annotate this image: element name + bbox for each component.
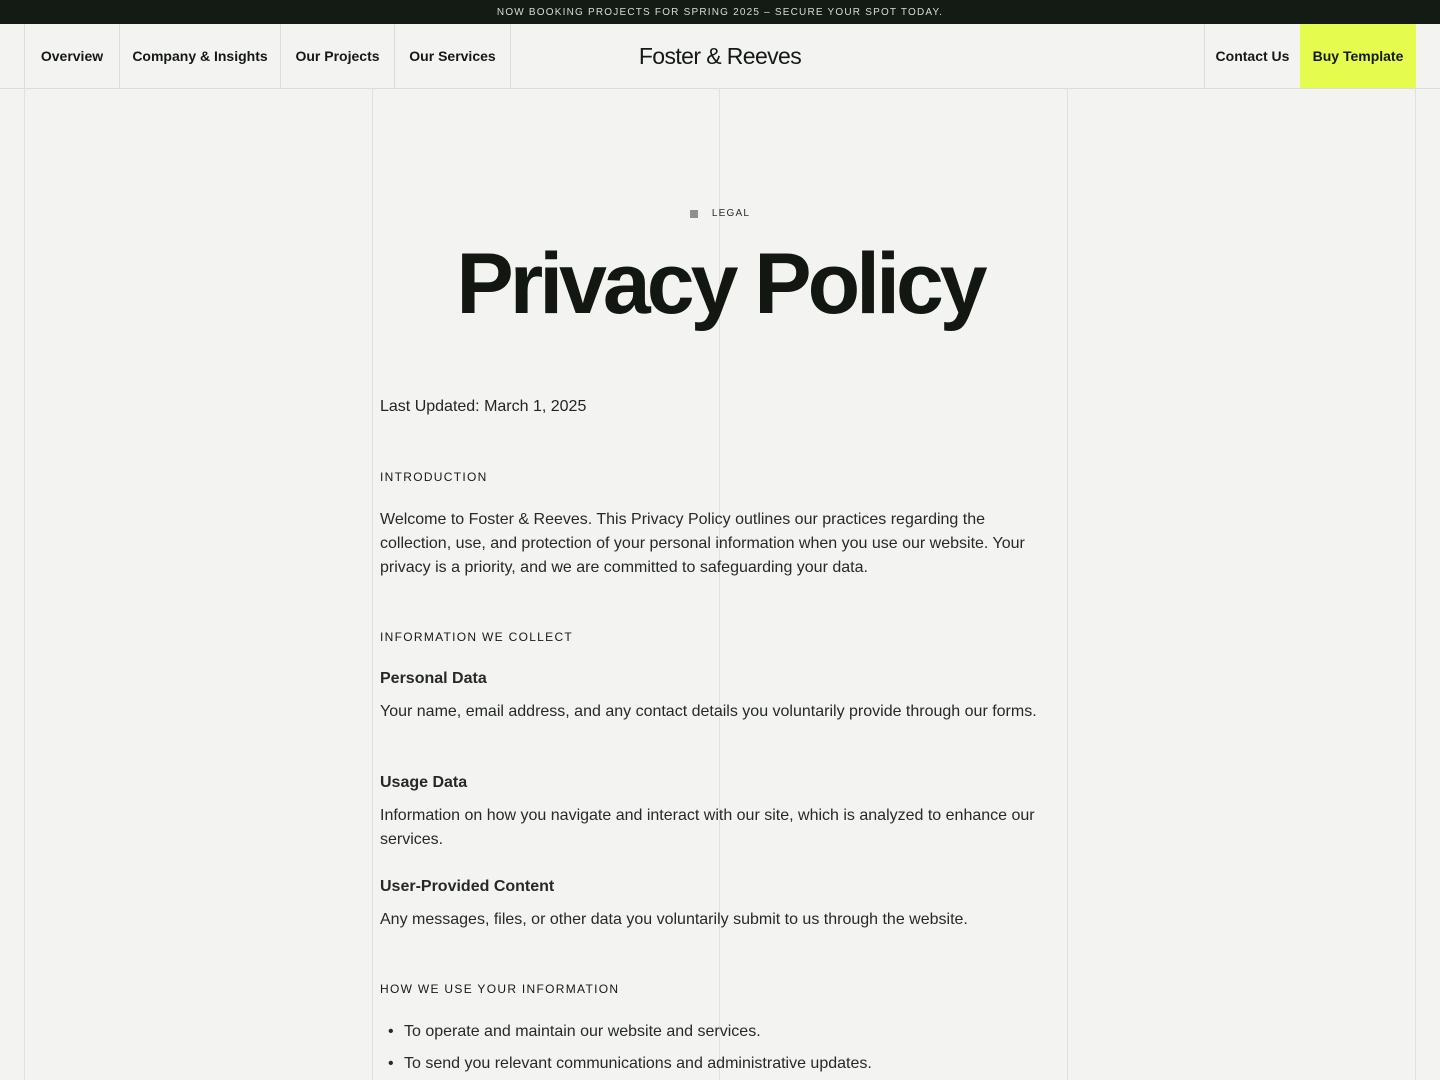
usage-data-text: Information on how you navigate and interact with our site, which is analyzed to enhance our services. <box>380 807 1035 848</box>
subhead-user-content: User-Provided Content <box>380 878 555 895</box>
last-updated: Last Updated: March 1, 2025 <box>380 398 587 415</box>
announcement-text: NOW BOOKING PROJECTS FOR SPRING 2025 – SECURE YOUR SPOT TODAY. <box>496 6 944 18</box>
page-title: Privacy Policy <box>456 236 984 332</box>
nav-item-our-projects[interactable]: Our Projects <box>281 24 395 88</box>
intro-paragraph: Welcome to Foster & Reeves. This Privacy Policy outlines our practices regarding the collection, use, and protection of your personal information when you use our website. Your privacy is a priority, and we are committed to safeguarding your data. <box>380 511 1025 576</box>
nav-item-company-insights[interactable]: Company & Insights <box>120 24 281 88</box>
main-navbar <box>0 24 1440 89</box>
bullet-icon: • <box>388 1055 394 1072</box>
section-label-information-collect: INFORMATION WE COLLECT <box>380 630 574 644</box>
list-item-text: To operate and maintain our website and services. <box>404 1023 761 1040</box>
eyebrow-label: LEGAL <box>711 208 751 219</box>
user-content-text: Any messages, files, or other data you voluntarily submit to us through the website. <box>380 911 968 928</box>
nav-item-overview[interactable]: Overview <box>24 24 120 88</box>
brand-logo[interactable]: Foster & Reeves <box>638 42 802 69</box>
list-item-text: To send you relevant communications and administrative updates. <box>404 1055 872 1072</box>
list-item <box>380 1020 1060 1044</box>
section-label-introduction: INTRODUCTION <box>380 470 488 484</box>
contact-us-link[interactable]: Contact Us <box>1204 24 1300 88</box>
square-bullet-icon <box>690 210 698 218</box>
subhead-usage-data: Usage Data <box>380 774 468 791</box>
nav-item-our-services[interactable]: Our Services <box>395 24 511 88</box>
personal-data-text: Your name, email address, and any contact details you voluntarily provide through our forms. <box>380 703 1037 720</box>
section-label-how-we-use: HOW WE USE YOUR INFORMATION <box>380 982 620 996</box>
use-list <box>380 1020 1060 1076</box>
bullet-icon: • <box>388 1023 394 1040</box>
buy-template-button[interactable]: Buy Template <box>1300 24 1416 88</box>
list-item <box>380 1052 1060 1076</box>
subhead-personal-data: Personal Data <box>380 670 487 687</box>
section-eyebrow <box>0 208 1440 219</box>
announcement-bar <box>0 0 1440 24</box>
